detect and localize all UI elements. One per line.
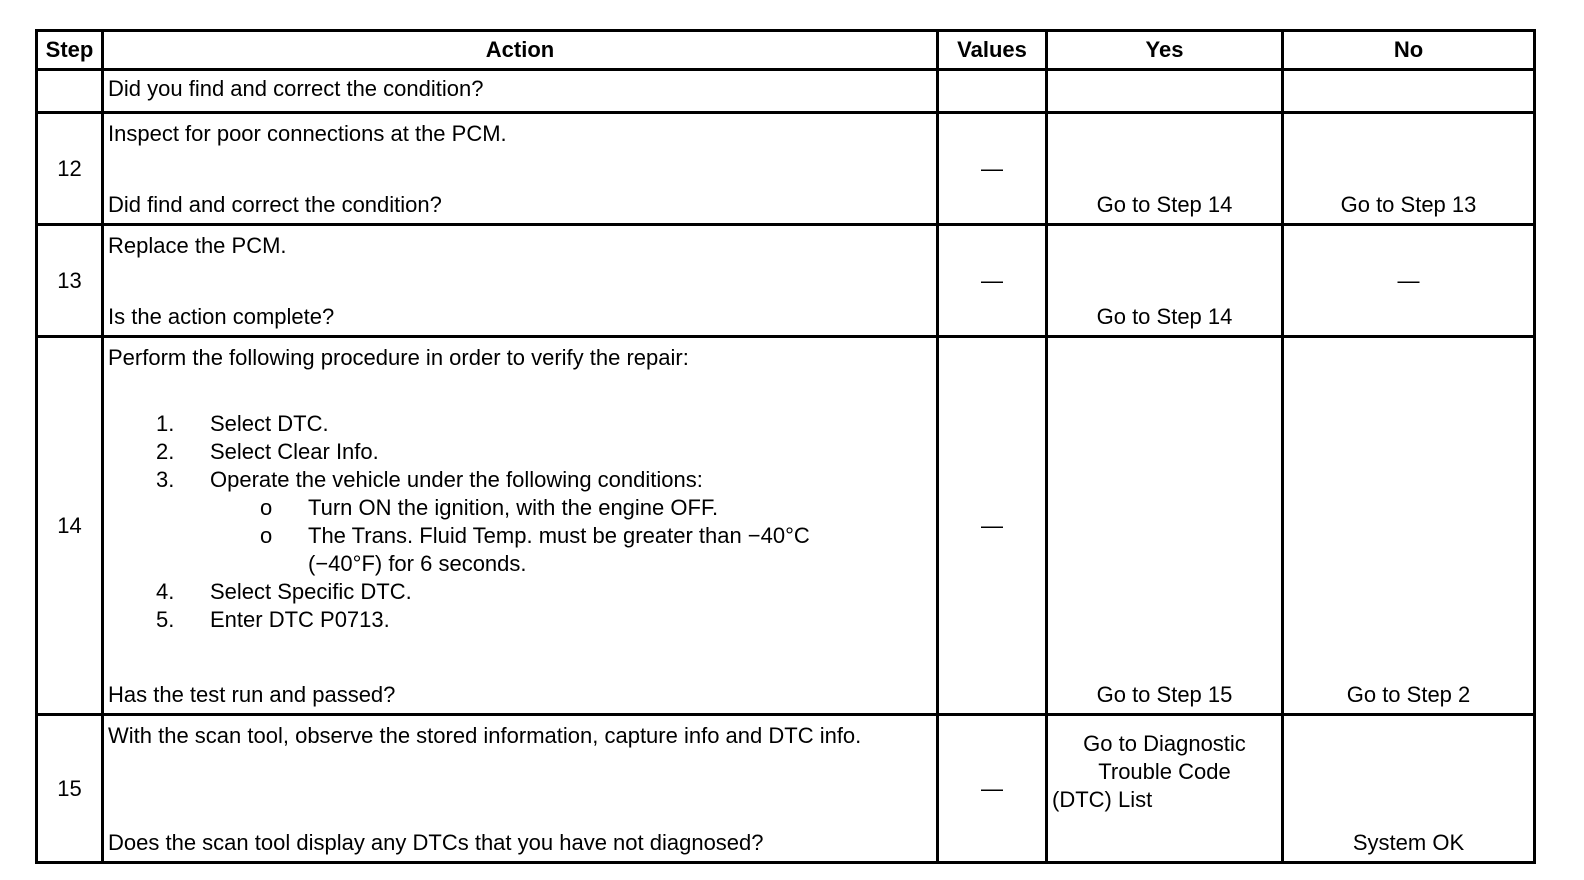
- sub-item-text: The Trans. Fluid Temp. must be greater than −40°C (−40°F) for 6 seconds.: [308, 523, 810, 576]
- list-item: [108, 578, 932, 606]
- item-number: 4.: [156, 579, 175, 604]
- item-text: Operate the vehicle under the following conditions:: [210, 467, 703, 492]
- action-instruction: Replace the PCM.: [108, 233, 287, 258]
- action-question: Did find and correct the condition?: [108, 192, 442, 217]
- item-number: 1.: [156, 411, 175, 436]
- table-row: [37, 70, 1535, 113]
- bullet-icon: o: [260, 495, 273, 520]
- item-text: Select Clear Info.: [210, 439, 379, 464]
- values-cell: —: [938, 337, 1047, 715]
- sub-item-text: Turn ON the ignition, with the engine OFF.: [308, 495, 719, 520]
- yes-cell: Go to Step 14: [1047, 113, 1283, 225]
- table-row: [37, 715, 1535, 863]
- step-cell: [37, 70, 103, 113]
- item-number: 2.: [156, 439, 175, 464]
- no-cell: [1283, 70, 1535, 113]
- yes-cell: Go to Step 14: [1047, 225, 1283, 337]
- step-number: 15: [37, 715, 103, 863]
- item-text: Select Specific DTC.: [210, 579, 412, 604]
- item-text: Select DTC.: [210, 411, 329, 436]
- values-cell: [938, 70, 1047, 113]
- procedure-list: [108, 410, 932, 634]
- header-action: Action: [103, 31, 938, 70]
- action-cell: [103, 113, 938, 225]
- step-number: 13: [37, 225, 103, 337]
- values-cell: —: [938, 225, 1047, 337]
- action-instruction: With the scan tool, observe the stored information, capture info and DTC info.: [108, 723, 862, 748]
- header-yes: Yes: [1047, 31, 1283, 70]
- sub-list-item: [210, 494, 932, 522]
- action-question: Is the action complete?: [108, 304, 335, 329]
- header-step: Step: [37, 31, 103, 70]
- action-cell: [103, 225, 938, 337]
- no-cell: Go to Step 2: [1283, 337, 1535, 715]
- action-cell: [103, 70, 938, 113]
- action-cell: [103, 715, 938, 863]
- yes-line: Go to Diagnostic: [1083, 731, 1246, 756]
- sub-list: [210, 494, 932, 578]
- header-row: [37, 31, 1535, 70]
- yes-line: Trouble Code: [1098, 759, 1231, 784]
- table-row: [37, 113, 1535, 225]
- no-cell: System OK: [1283, 715, 1535, 863]
- item-number: 5.: [156, 607, 175, 632]
- action-question: Does the scan tool display any DTCs that you have not diagnosed?: [108, 830, 764, 855]
- yes-cell: Go to Step 15: [1047, 337, 1283, 715]
- values-cell: —: [938, 715, 1047, 863]
- action-instruction: Inspect for poor connections at the PCM.: [108, 121, 507, 146]
- action-cell: [103, 337, 938, 715]
- action-question: Has the test run and passed?: [108, 682, 396, 707]
- no-cell: —: [1283, 225, 1535, 337]
- step-number: 14: [37, 337, 103, 715]
- no-cell: Go to Step 13: [1283, 113, 1535, 225]
- yes-cell: [1047, 715, 1283, 863]
- values-cell: —: [938, 113, 1047, 225]
- bullet-icon: o: [260, 523, 273, 548]
- action-instruction: Perform the following procedure in order to verify the repair:: [108, 345, 689, 370]
- header-no: No: [1283, 31, 1535, 70]
- diagnostic-table: [35, 29, 1536, 864]
- list-item: [108, 606, 932, 634]
- list-item: [108, 466, 932, 578]
- table-row: [37, 225, 1535, 337]
- sub-list-item: [210, 522, 888, 578]
- item-number: 3.: [156, 467, 175, 492]
- action-question: Did you find and correct the condition?: [108, 76, 484, 101]
- step-number: 12: [37, 113, 103, 225]
- list-item: [108, 410, 932, 438]
- yes-cell: [1047, 70, 1283, 113]
- header-values: Values: [938, 31, 1047, 70]
- table-row: [37, 337, 1535, 715]
- list-item: [108, 438, 932, 466]
- item-text: Enter DTC P0713.: [210, 607, 390, 632]
- yes-line: (DTC) List: [1052, 787, 1153, 812]
